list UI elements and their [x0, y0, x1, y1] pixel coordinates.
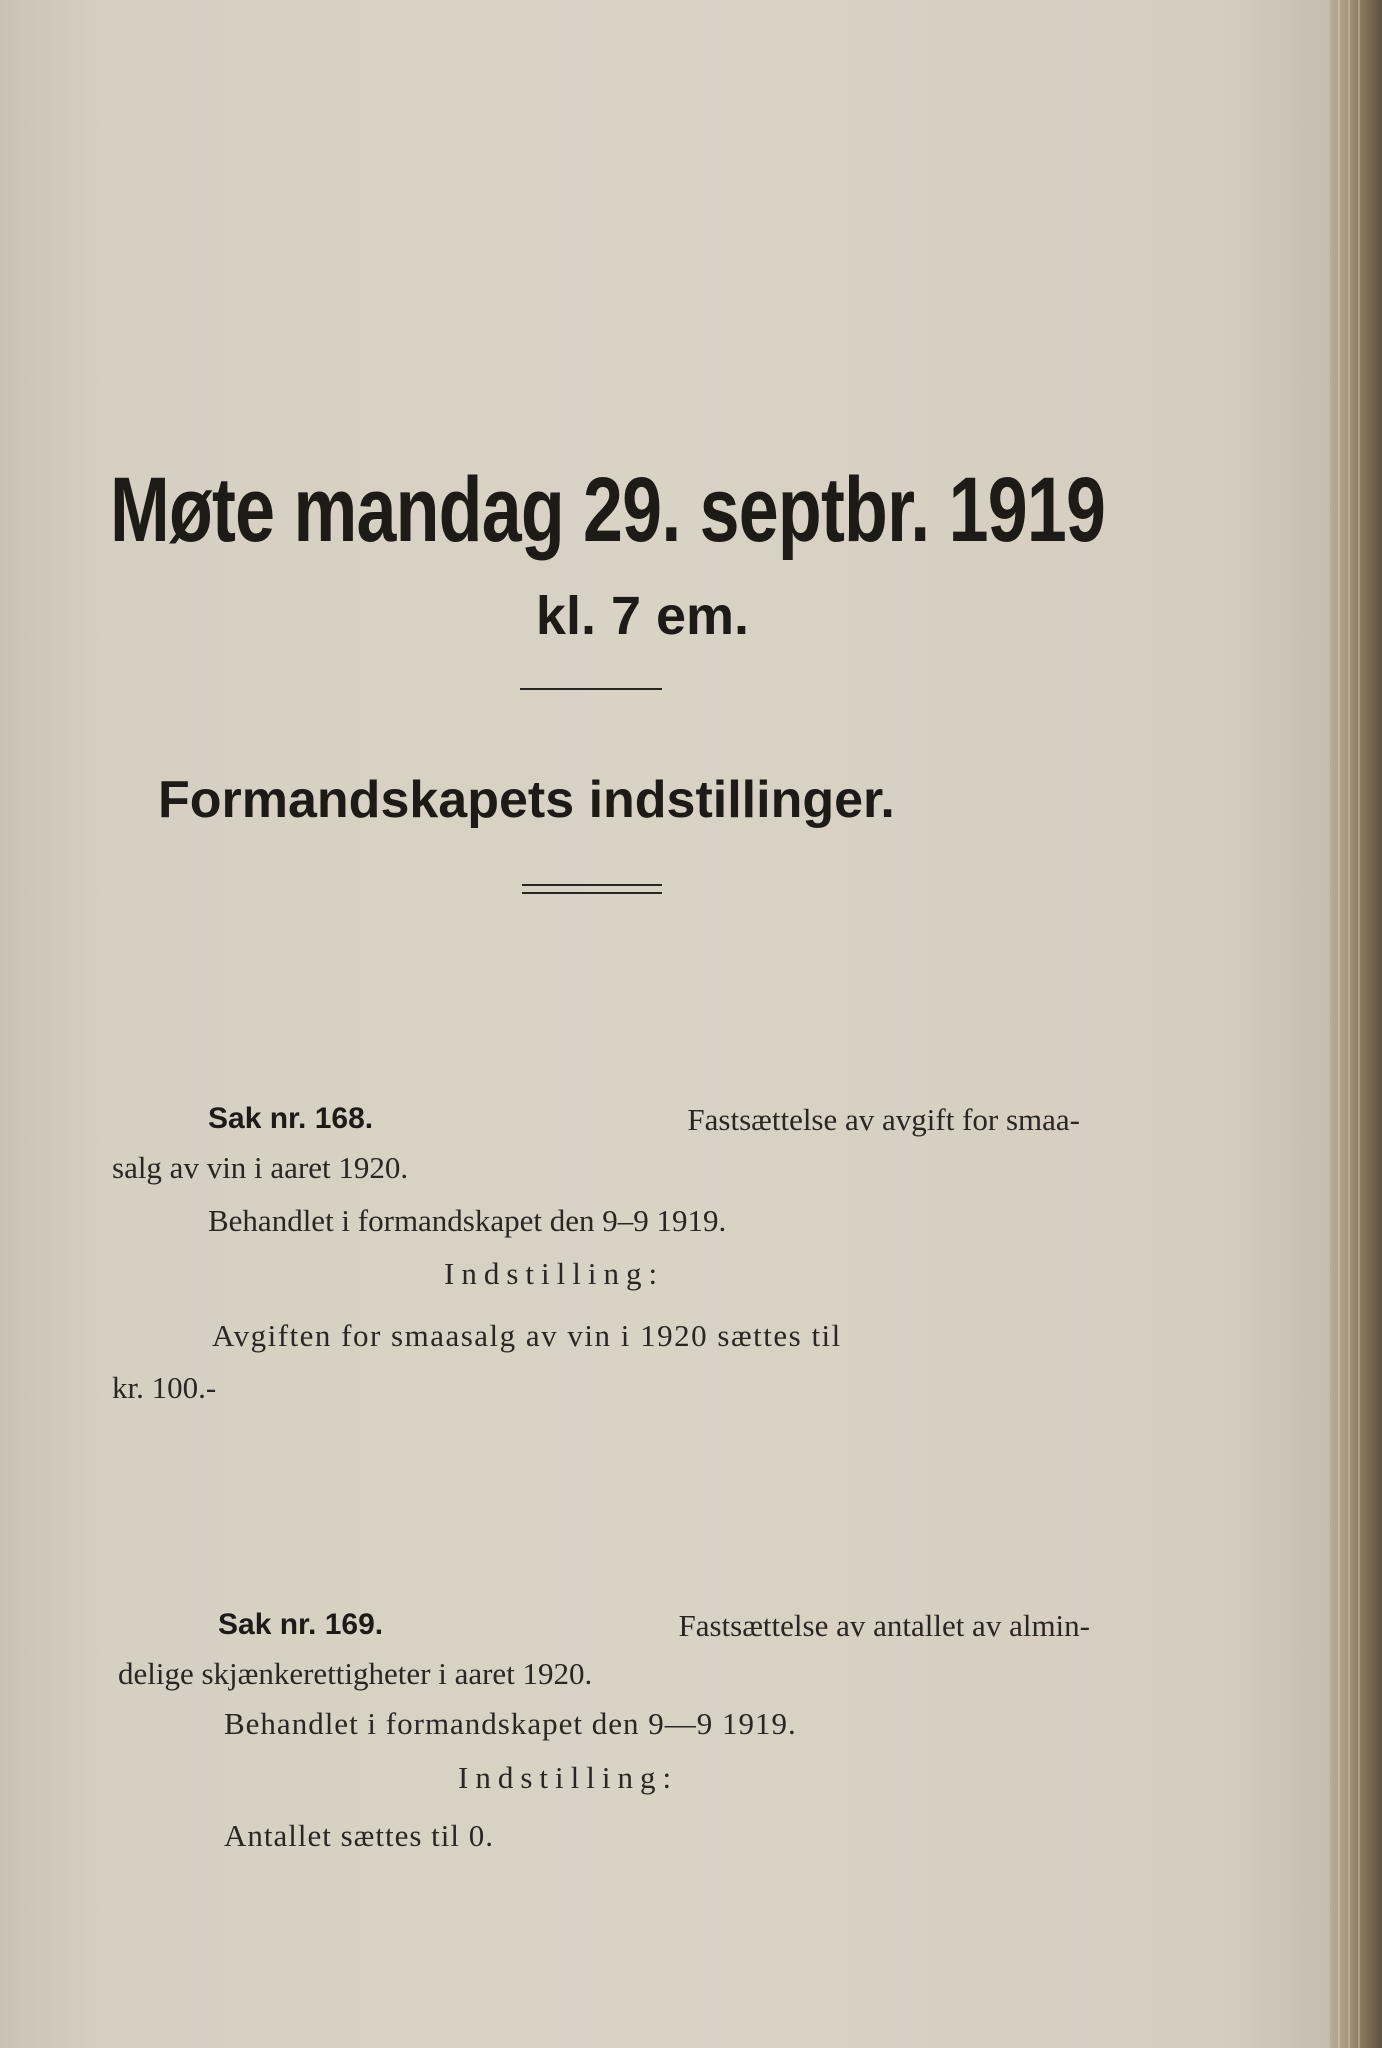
case-169-title-start: Fastsættelse av antallet av almin-	[678, 1608, 1090, 1643]
case-168-line1	[208, 1102, 1080, 1138]
case-168-recommendation-line2: kr. 100.-	[112, 1370, 217, 1405]
case-168-treated: Behandlet i formandskapet den 9–9 1919.	[208, 1203, 727, 1238]
section-title: Formandskapets indstillinger.	[158, 771, 895, 829]
meeting-time: kl. 7 em.	[535, 586, 750, 646]
case-168-recommendation-line1: Avgiften for smaasalg av vin i 1920 sættes til	[212, 1318, 842, 1353]
case-169-line1	[218, 1608, 1090, 1644]
case-168-number: Sak nr. 168.	[208, 1102, 374, 1135]
case-168-title-start: Fastsættelse av avgift for smaa-	[687, 1102, 1080, 1137]
case-168-recommendation-heading: Indstilling:	[444, 1256, 665, 1291]
book-page-edge	[1330, 0, 1382, 2048]
case-169-treated: Behandlet i formandskapet den 9—9 1919.	[224, 1706, 797, 1741]
divider-double	[522, 884, 662, 894]
case-169-line2: delige skjænkerettigheter i aaret 1920.	[118, 1656, 593, 1691]
case-168-line2: salg av vin i aaret 1920.	[112, 1150, 409, 1185]
meeting-title: Møte mandag 29. septbr. 1919	[110, 459, 1106, 561]
divider-single	[520, 688, 662, 690]
case-169-recommendation-line1: Antallet sættes til 0.	[224, 1818, 494, 1853]
case-169-number: Sak nr. 169.	[218, 1608, 384, 1641]
case-169-recommendation-heading: Indstilling:	[458, 1760, 679, 1795]
